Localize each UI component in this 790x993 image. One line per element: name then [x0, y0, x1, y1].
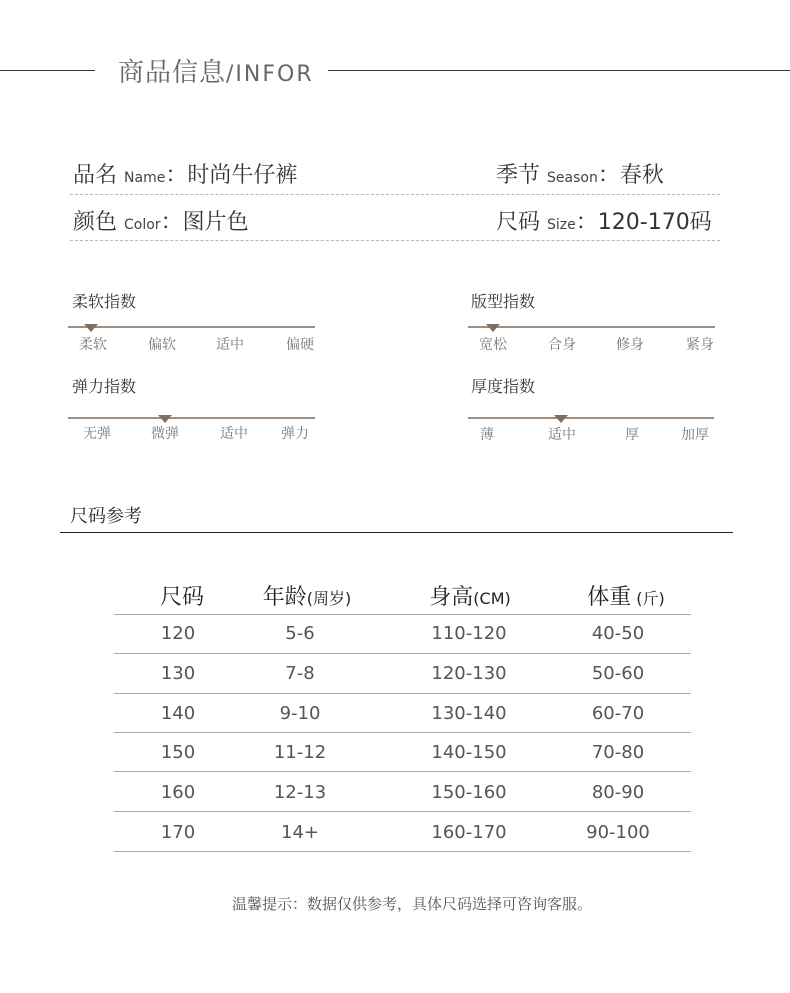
- cell-height: 110-120: [431, 623, 507, 644]
- thickness-label: 薄: [480, 427, 494, 443]
- table-bottom-rule: [114, 851, 691, 852]
- thickness-marker: [554, 415, 568, 423]
- elasticity-scale: [68, 417, 315, 419]
- cell-height: 120-130: [431, 663, 507, 684]
- cell-height: 160-170: [431, 822, 507, 843]
- cell-size: 170: [160, 822, 196, 843]
- fit-scale: [468, 326, 715, 328]
- product-name-value: 时尚牛仔裤: [187, 163, 298, 188]
- fit-index-title: 版型指数: [471, 292, 536, 311]
- info-size: 尺码 Size：120-170码: [496, 210, 712, 235]
- page-title: [118, 52, 314, 89]
- cell-weight: 70-80: [591, 742, 645, 763]
- cell-height: 150-160: [431, 782, 507, 803]
- col-header-height: 身高(CM): [429, 585, 511, 610]
- fit-label: 紧身: [686, 337, 714, 353]
- row-divider: [114, 653, 691, 654]
- cell-height: 140-150: [431, 742, 507, 763]
- cell-weight: 60-70: [591, 703, 645, 724]
- elasticity-marker: [158, 415, 172, 423]
- cell-weight: 40-50: [591, 623, 645, 644]
- page-title-cn: 商品信息: [118, 58, 227, 88]
- softness-label: 柔软: [79, 337, 107, 353]
- header-right-rule: [328, 70, 790, 71]
- col-header-size: 尺码: [159, 585, 205, 610]
- page-title-en: /INFOR: [226, 62, 314, 87]
- cell-age: 14+: [281, 822, 319, 843]
- elasticity-label: 无弹: [83, 426, 111, 442]
- fit-marker: [486, 324, 500, 332]
- fit-label: 合身: [548, 337, 576, 353]
- info-name: 品名 Name：时尚牛仔裤: [73, 163, 298, 188]
- size-ref-title: 尺码参考: [70, 506, 142, 527]
- cell-age: 7-8: [285, 663, 315, 684]
- header-left-rule: [0, 70, 95, 71]
- elasticity-index-title: 弹力指数: [72, 377, 137, 396]
- info-season: 季节 Season：春秋: [496, 163, 664, 188]
- thickness-label: 厚: [625, 427, 639, 443]
- info-color: 颜色 Color：图片色: [73, 210, 249, 235]
- cell-size: 160: [160, 782, 196, 803]
- info-divider-2: [70, 240, 720, 241]
- cell-size: 150: [160, 742, 196, 763]
- softness-label: 偏软: [148, 337, 176, 353]
- col-header-age: 年龄(周岁): [262, 585, 352, 610]
- softness-label: 偏硬: [286, 337, 314, 353]
- elasticity-label: 弹力: [281, 426, 309, 442]
- cell-weight: 90-100: [586, 822, 650, 843]
- thickness-index-title: 厚度指数: [471, 377, 536, 396]
- cell-height: 130-140: [431, 703, 507, 724]
- cell-weight: 50-60: [591, 663, 645, 684]
- thickness-label: 适中: [548, 427, 576, 443]
- row-divider: [114, 693, 691, 694]
- elasticity-label: 适中: [220, 426, 248, 442]
- table-header-rule: [114, 614, 691, 615]
- softness-label: 适中: [216, 337, 244, 353]
- size-note: 温馨提示：数据仅供参考，具体尺码选择可咨询客服。: [231, 895, 593, 913]
- row-divider: [114, 732, 691, 733]
- cell-age: 11-12: [273, 742, 327, 763]
- cell-weight: 80-90: [591, 782, 645, 803]
- fit-label: 修身: [616, 337, 644, 353]
- row-divider: [114, 771, 691, 772]
- elasticity-label: 微弹: [151, 426, 179, 442]
- cell-size: 120: [160, 623, 196, 644]
- softness-marker: [84, 324, 98, 332]
- col-header-weight: 体重 (斤): [587, 585, 665, 610]
- softness-index-title: 柔软指数: [72, 292, 137, 311]
- info-divider-1: [70, 194, 720, 195]
- fit-label: 宽松: [479, 337, 507, 353]
- cell-age: 12-13: [273, 782, 327, 803]
- softness-scale: [68, 326, 315, 328]
- thickness-scale: [468, 417, 714, 419]
- thickness-label: 加厚: [681, 427, 709, 443]
- cell-age: 5-6: [285, 623, 315, 644]
- color-value: 图片色: [182, 210, 249, 235]
- cell-age: 9-10: [279, 703, 321, 724]
- cell-size: 130: [160, 663, 196, 684]
- size-ref-rule: [60, 532, 733, 533]
- cell-size: 140: [160, 703, 196, 724]
- row-divider: [114, 811, 691, 812]
- size-range-value: 120-170码: [597, 210, 712, 235]
- season-value: 春秋: [619, 163, 664, 188]
